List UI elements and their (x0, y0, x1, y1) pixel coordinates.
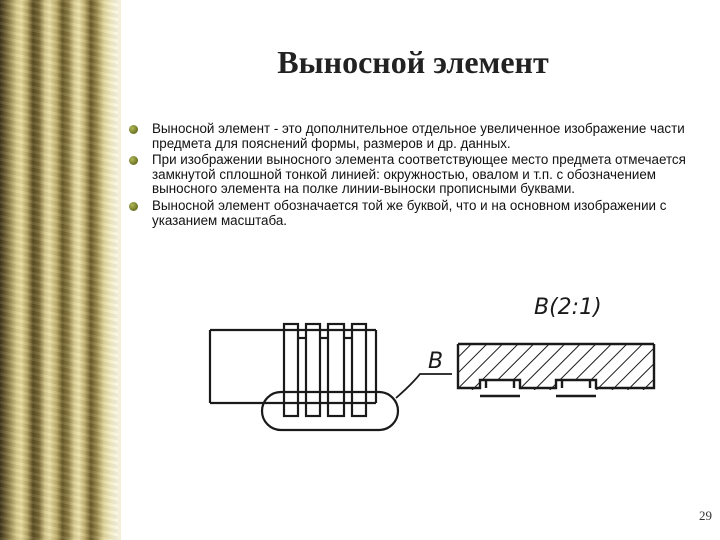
bullet-list (126, 122, 706, 230)
main-view (210, 324, 376, 416)
bullet-item (126, 199, 706, 228)
detail-oval (262, 392, 398, 430)
bullet-dot-icon (129, 156, 138, 165)
technical-drawing (200, 288, 670, 438)
bullet-item (126, 122, 706, 151)
leader-line (396, 374, 452, 398)
bullet-text: Выносной элемент - это дополнительное отдельное увеличенное изображение части предмета для пояснений формы, размеров и др. данных. (152, 121, 685, 151)
slide-title: Выносной элемент (277, 44, 549, 80)
callout-letter: B (428, 349, 444, 374)
band-divider (118, 0, 121, 540)
bullet-dot-icon (129, 202, 138, 211)
detail-view (458, 344, 654, 399)
decorative-gold-band (0, 0, 118, 540)
bullet-text: При изображении выносного элемента соответствующее место предмета отмечается замкнутой сплошной тонкой линией: окружностью, овалом и т.п. с обозначением выносного элемента на полке линии-выноски прописными буквами. (152, 152, 686, 197)
bullet-item (126, 153, 706, 197)
page-number: 29 (699, 508, 712, 523)
detail-label: B(2:1) (534, 295, 602, 320)
bullet-text: Выносной элемент обозначается той же буквой, что и на основном изображении с указанием масштаба. (152, 197, 667, 228)
bullet-dot-icon (129, 125, 138, 134)
